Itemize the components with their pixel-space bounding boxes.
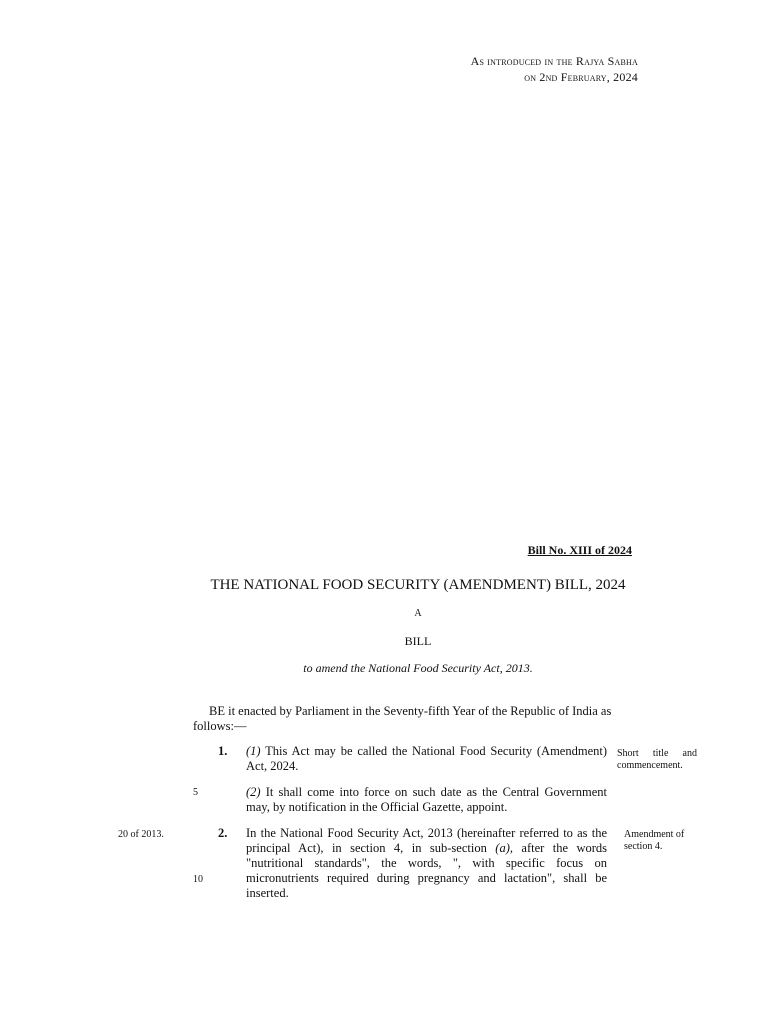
section-2-text-after: after the words "nutritional standards", the words, ", with specific focus on micronutrients required during pregnancy and lactation", shall be inserted. (246, 841, 608, 900)
header-introduced (471, 53, 638, 85)
section-2-margin-note: Amendment of section 4. (624, 829, 685, 852)
section-1-sub1-mark: (1) (246, 744, 261, 758)
section-1-number: 1. (218, 744, 228, 758)
bill-number: Bill No. XIII of 2024 (527, 543, 632, 557)
section-1-sub1-text: This Act may be called the National Food Security (Amendment) Act, 2024. (246, 744, 607, 773)
bill-title: THE NATIONAL FOOD SECURITY (AMENDMENT) BILL, 2024 (210, 577, 626, 593)
bill-purpose: to amend the National Food Security Act, 2013. (303, 661, 533, 675)
section-2-number: 2. (218, 826, 228, 840)
section-2-text (246, 826, 607, 901)
header-line-2: on 2nd February, 2024 (524, 70, 638, 84)
section-1-subsection-2 (246, 785, 607, 815)
article-a: A (414, 608, 422, 619)
citation-note: 20 of 2013. (118, 829, 164, 840)
section-1-subsection-1 (246, 744, 607, 774)
enacting-clause: BE it enacted by Parliament in the Seventy-fifth Year of the Republic of India as follows:— (193, 704, 612, 733)
bill-word: BILL (404, 634, 432, 648)
line-number-10: 10 (193, 874, 203, 885)
header-line-1: As introduced in the Rajya Sabha (470, 54, 638, 68)
section-2-text-italic: (a), (495, 841, 513, 855)
section-2-text-before: In the National Food Security Act, 2013 (hereinafter referred to as the principal Act), in section 4, in sub-section (246, 826, 607, 855)
section-1-sub2-mark: (2) (246, 785, 261, 799)
section-1-margin-note: Short title and commencement. (617, 748, 697, 771)
section-1-sub2-text: It shall come into force on such date as the Central Government may, by notification in the Official Gazette, appoint. (246, 785, 608, 814)
line-number-5: 5 (193, 787, 198, 798)
